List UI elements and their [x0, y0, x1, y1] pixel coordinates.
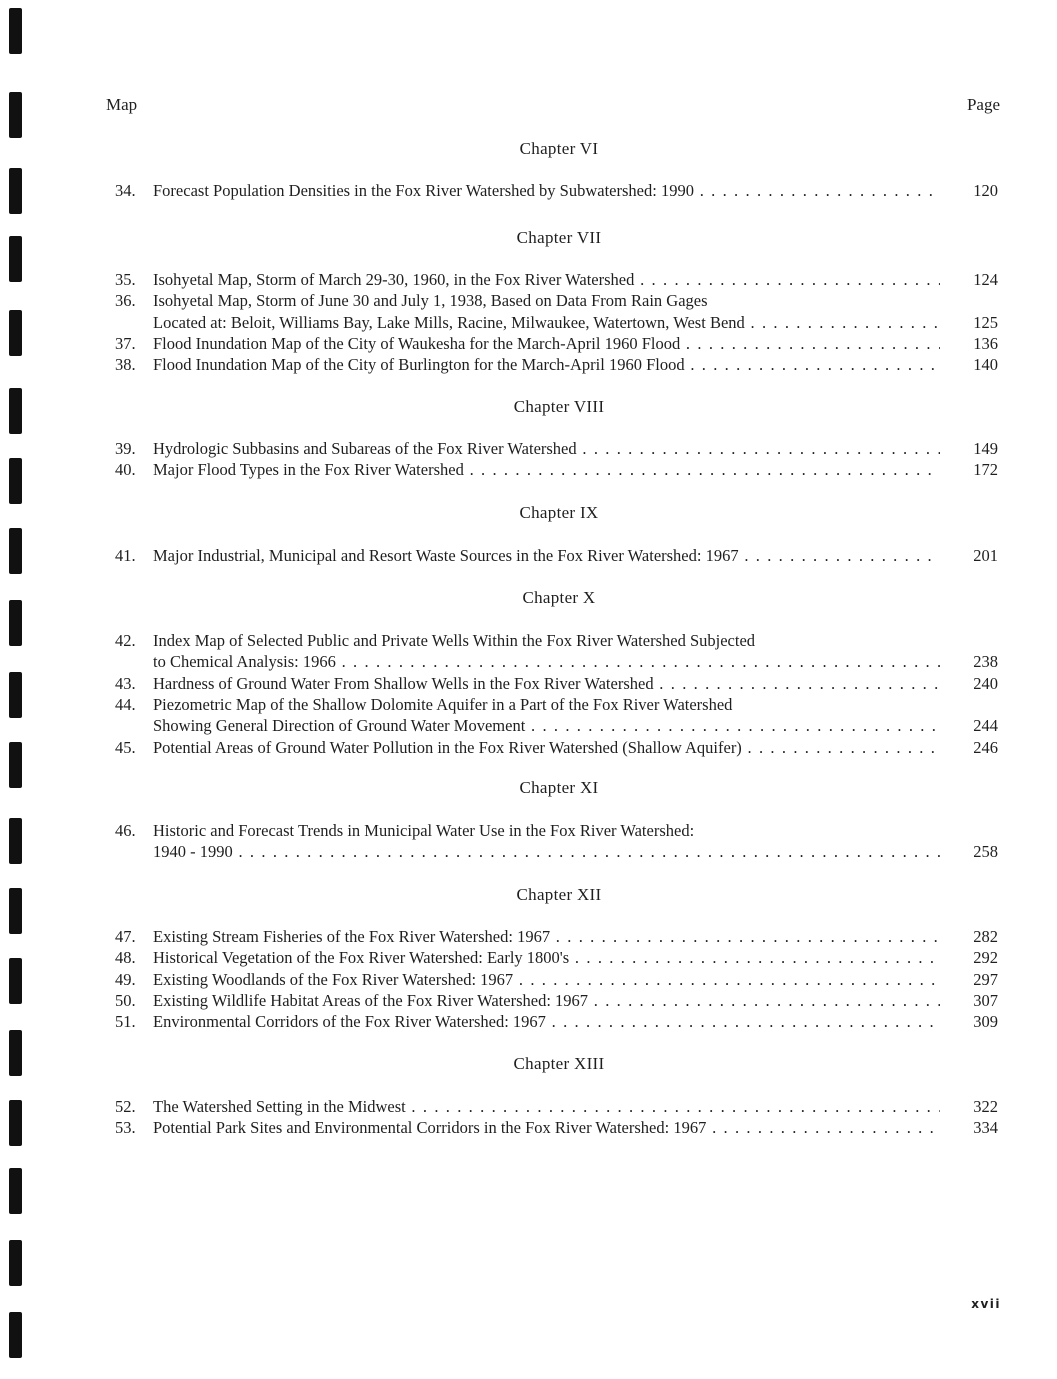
map-number: 39.: [115, 439, 136, 458]
map-number: 44.: [115, 694, 136, 714]
toc-entry-line: [110, 841, 1000, 862]
map-title-text: Forecast Population Densities in the Fox River Watershed by Subwatershed: 1990 . . .: [153, 181, 940, 200]
map-title-text: Isohyetal Map, Storm of March 29-30, 1960, in the Fox River Watershed . . .: [153, 270, 940, 289]
map-title-text: Hydrologic Subbasins and Subareas of the Fox River Watershed . . .: [153, 439, 940, 458]
toc-entry-line: [110, 1096, 1000, 1117]
chapter-heading: Chapter VII: [516, 228, 602, 247]
toc-entry: [110, 1096, 1000, 1117]
map-number: 51.: [115, 1012, 136, 1032]
toc-entry: [110, 737, 1000, 758]
chapter-heading: Chapter X: [522, 588, 596, 607]
toc-entry: [110, 180, 1000, 201]
page-reference: 124: [973, 270, 998, 289]
map-title: [153, 651, 940, 672]
map-number: 45.: [115, 737, 136, 757]
page-reference: 120: [973, 181, 998, 200]
chapter-heading: Chapter XIII: [513, 1054, 605, 1073]
map-title: [153, 312, 940, 333]
page-reference: 136: [973, 333, 998, 353]
page-reference: 201: [973, 546, 998, 565]
map-number: 35.: [115, 270, 136, 289]
toc-entry: [110, 1117, 1000, 1138]
map-title: [153, 969, 940, 990]
page-reference: 149: [973, 439, 998, 458]
toc-entry-line: [110, 438, 1000, 459]
map-title: [153, 673, 940, 694]
map-title: [153, 1011, 940, 1032]
map-title-text: Flood Inundation Map of the City of Burlington for the March-April 1960 Flood . . .: [153, 355, 940, 374]
column-header-map: Map: [106, 95, 138, 114]
toc-entry-line: [110, 969, 1000, 990]
map-number: 50.: [115, 990, 136, 1010]
chapter-heading: Chapter IX: [519, 503, 599, 522]
page-reference: 282: [973, 927, 998, 946]
map-number: 42.: [115, 631, 136, 650]
map-number: 38.: [115, 355, 136, 375]
page-reference: 297: [973, 969, 998, 989]
toc-entry-line: [110, 269, 1000, 290]
map-title-text: Isohyetal Map, Storm of June 30 and July 1, 1938, Based on Data From Rain Gages: [153, 291, 708, 311]
column-header-page: Page: [966, 95, 1000, 114]
toc-entry-line: [110, 459, 1000, 480]
map-title: [153, 354, 940, 375]
map-title: [153, 269, 940, 290]
chapter-heading: Chapter XII: [516, 885, 602, 904]
map-number: 47.: [115, 927, 136, 946]
map-title-text: to Chemical Analysis: 1966 . . .: [153, 652, 940, 671]
map-title: [153, 990, 940, 1011]
toc-entry-line: [110, 715, 1000, 736]
map-title: [153, 820, 940, 841]
map-title-text: Existing Woodlands of the Fox River Watershed: 1967 . . .: [153, 970, 940, 989]
map-title: [153, 333, 940, 354]
map-title: [153, 926, 940, 947]
toc-entry-line: [110, 333, 1000, 354]
page-reference: 246: [973, 737, 998, 757]
map-title-text: Index Map of Selected Public and Private Wells Within the Fox River Watershed Subjected: [153, 631, 756, 650]
toc-entry: [110, 969, 1000, 990]
map-title-text: Environmental Corridors of the Fox River Watershed: 1967 . . .: [153, 1012, 940, 1031]
map-number: 37.: [115, 333, 136, 353]
toc-entry: [110, 673, 1000, 694]
toc-entry-line: [110, 290, 1000, 311]
toc-entry-line: [110, 673, 1000, 694]
page-reference: 307: [973, 990, 998, 1010]
map-title-text: Major Flood Types in the Fox River Watershed . . .: [153, 460, 940, 479]
toc-entry-line: [110, 926, 1000, 947]
toc-entry-line: [110, 354, 1000, 375]
toc-entry: [110, 354, 1000, 375]
map-title-text: Historical Vegetation of the Fox River Watershed: Early 1800's . . .: [153, 948, 940, 967]
map-title-text: The Watershed Setting in the Midwest . . .: [153, 1097, 940, 1116]
map-title-text: Historic and Forecast Trends in Municipal Water Use in the Fox River Watershed:: [153, 821, 695, 840]
map-title: [153, 545, 940, 566]
map-title: [153, 1117, 940, 1138]
map-number: 53.: [115, 1118, 136, 1138]
map-title: [153, 715, 940, 736]
toc-entry: [110, 947, 1000, 968]
toc-entry-line: [110, 990, 1000, 1011]
page-reference: 240: [973, 673, 998, 693]
map-title-text: Showing General Direction of Ground Water Movement . . .: [153, 716, 940, 735]
map-number: 40.: [115, 460, 136, 480]
toc-entry: [110, 926, 1000, 947]
map-title-text: Major Industrial, Municipal and Resort Waste Sources in the Fox River Watershed: 1967 . . .: [153, 546, 940, 565]
toc-entry: [110, 630, 1000, 673]
page-reference: 292: [973, 948, 998, 968]
map-title: [153, 947, 940, 968]
chapter-heading: Chapter XI: [519, 778, 599, 797]
map-number: 48.: [115, 948, 136, 968]
map-number: 49.: [115, 969, 136, 989]
page-reference: 140: [973, 355, 998, 375]
toc-entry: [110, 290, 1000, 333]
map-title: [153, 694, 940, 715]
map-number: 43.: [115, 673, 136, 693]
toc-entry-line: [110, 694, 1000, 715]
toc-entry: [110, 269, 1000, 290]
map-title-text: Existing Stream Fisheries of the Fox River Watershed: 1967 . . .: [153, 927, 940, 946]
toc-entry: [110, 820, 1000, 863]
map-title: [153, 841, 940, 862]
toc-entry-line: [110, 820, 1000, 841]
toc-entry-line: [110, 651, 1000, 672]
map-title: [153, 180, 940, 201]
chapter-heading: Chapter VI: [519, 139, 599, 158]
chapter-heading: Chapter VIII: [513, 397, 605, 416]
toc-entry-line: [110, 630, 1000, 651]
map-title: [153, 1096, 940, 1117]
toc-entry-line: [110, 1117, 1000, 1138]
map-number: 36.: [115, 291, 136, 311]
map-number: 46.: [115, 821, 136, 840]
map-title: [153, 630, 940, 651]
map-title: [153, 290, 940, 311]
map-number: 41.: [115, 546, 136, 565]
page-reference: 238: [973, 652, 998, 672]
map-number: 34.: [115, 181, 136, 200]
map-title-text: Potential Areas of Ground Water Pollution in the Fox River Watershed (Shallow Aquifer) . . .: [153, 738, 940, 757]
map-title-text: Potential Park Sites and Environmental Corridors in the Fox River Watershed: 1967 . . .: [153, 1118, 940, 1137]
toc-entry-line: [110, 545, 1000, 566]
toc-entry: [110, 459, 1000, 480]
page-reference: 309: [973, 1012, 998, 1032]
toc-entry-line: [110, 947, 1000, 968]
toc-entry: [110, 333, 1000, 354]
page-reference: 244: [973, 716, 998, 736]
toc-entry-line: [110, 180, 1000, 201]
toc-entry-line: [110, 737, 1000, 758]
map-title-text: Located at: Beloit, Williams Bay, Lake Mills, Racine, Milwaukee, Watertown, West Bend . . .: [153, 313, 940, 332]
toc-entry: [110, 694, 1000, 737]
map-title: [153, 438, 940, 459]
page-reference: 334: [973, 1118, 998, 1138]
toc-entry: [110, 1011, 1000, 1032]
page-reference: 258: [973, 842, 998, 862]
map-title: [153, 737, 940, 758]
toc-entry-line: [110, 1011, 1000, 1032]
map-number: 52.: [115, 1097, 136, 1116]
map-title-text: Hardness of Ground Water From Shallow Wells in the Fox River Watershed . . .: [153, 674, 940, 693]
map-title-text: Existing Wildlife Habitat Areas of the Fox River Watershed: 1967 . . .: [153, 991, 940, 1010]
toc-entry-line: [110, 312, 1000, 333]
map-title: [153, 459, 940, 480]
toc-entry: [110, 990, 1000, 1011]
page-reference: 125: [973, 312, 998, 332]
map-title-text: 1940 - 1990 . . .: [153, 842, 940, 861]
page-number-folio: xvii: [971, 1297, 1001, 1311]
page-reference: 172: [973, 460, 998, 480]
page-reference: 322: [973, 1097, 998, 1116]
toc-entry: [110, 545, 1000, 566]
map-title-text: Flood Inundation Map of the City of Waukesha for the March-April 1960 Flood . . .: [153, 334, 940, 353]
map-title-text: Piezometric Map of the Shallow Dolomite Aquifer in a Part of the Fox River Watershed: [153, 694, 733, 714]
toc-entry: [110, 438, 1000, 459]
